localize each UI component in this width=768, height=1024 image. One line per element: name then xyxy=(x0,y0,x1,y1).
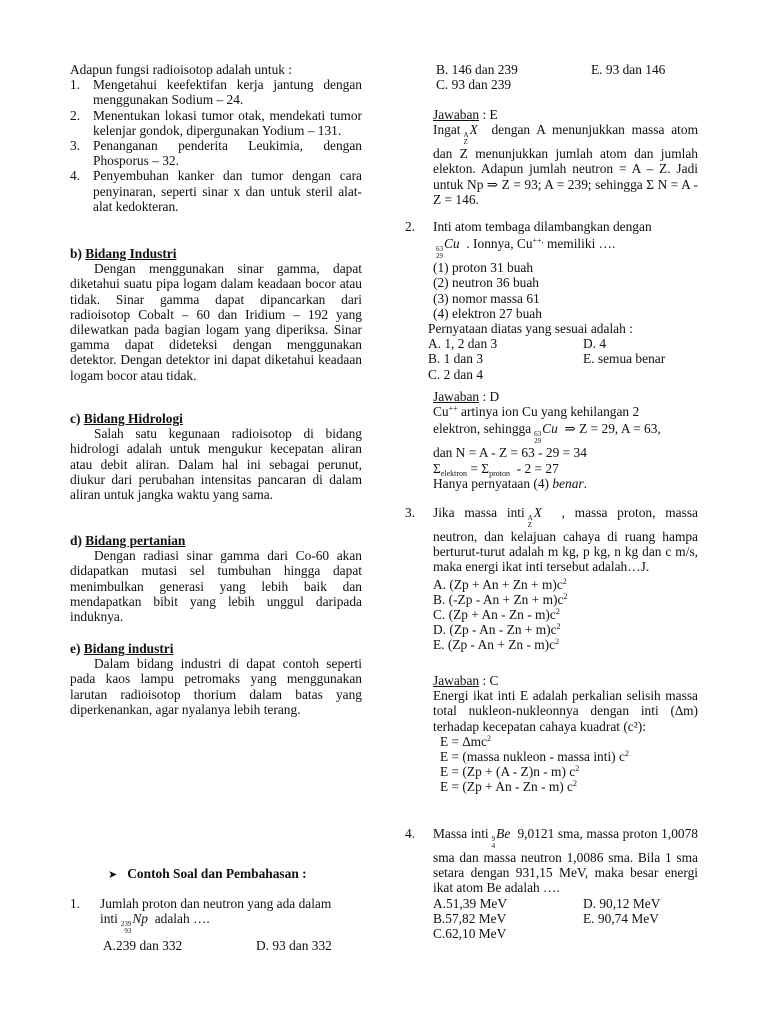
question-text: Jika massa inti A Z X , massa proton, massa neutron, dan kelajuan cahaya di ruang hampa berturut-turut adalah m kg, p kg, n kg dan c m/s, maka energi ikat inti tersebut adalah…J. xyxy=(433,505,698,575)
item-text: Penyembuhan kanker dan tumor dengan cara penyinaran, seperti sinar x dan untuk steril alat-alat kedokteran. xyxy=(93,168,362,214)
equation: E = (Zp + (A - Z)n - m) $c^2$ xyxy=(440,764,580,780)
option-b: B.57,82 MeV xyxy=(433,910,507,926)
option-d: D. 93 dan 332 xyxy=(256,938,332,954)
section-pertanian xyxy=(70,533,362,624)
answer-line: $\Sigma_{elektron} = \Sigma_{proton} - 2 = 27$ xyxy=(433,460,559,478)
answer-3 xyxy=(433,673,698,795)
section-body: Dengan radiasi sinar gamma dari Co-60 akan didapatkan mutasi sel tumbuhan hingga dapat menimbulkan generasi yang lebih baik dan mendapatkan bibit yang lebih unggul daripada induknya. xyxy=(70,548,362,625)
answer-1 xyxy=(433,107,698,207)
section-body: Salah satu kegunaan radioisotop di bidang hidrologi adalah untuk mengukur kecepatan aliran atau debit aliran. Dalam hal ini sebagai perunut, diukur dari perubahan intensitas pancaran di dalam aliran untuk jangka waktu yang sama. xyxy=(70,426,362,503)
item-number: 1. xyxy=(70,77,81,93)
question-text-2: 63 29 Cu . Ionnya, Cu++, memiliki …. xyxy=(436,236,616,261)
question-number: 3. xyxy=(405,505,416,520)
statement: (1) proton 31 buah xyxy=(433,260,534,276)
option-e: E. 90,74 MeV xyxy=(583,910,659,926)
equation: $E = \Delta mc^2$ xyxy=(440,733,491,749)
answer-label: Jawaban : C xyxy=(433,673,499,688)
option-a: A. 1, 2 dan 3 xyxy=(428,336,498,352)
answer-line: dan N = A - Z = 63 - 29 = 34 xyxy=(433,445,587,461)
option-a: A.239 dan 332 xyxy=(103,938,183,954)
option-e: E. $(Zp - An + Zn - m)c^2$ xyxy=(433,637,560,653)
options xyxy=(433,896,698,942)
option-c: C. 93 dan 239 xyxy=(436,77,512,93)
option-a: A.51,39 MeV xyxy=(433,895,508,911)
section-body: Dalam bidang industri di dapat contoh seperti pada kaos lampu petromaks yang menggunakan larutan radioisotop thorium dalam batas yang diperkenankan, agar nyalanya lebih terang. xyxy=(70,656,362,717)
question-text: Massa inti 9 4 Be 9,0121 sma, massa proton 1,0078 sma dan massa neutron 1,0086 sma. Bila 1 sma setara dengan 931,15 MeV, maka besar energi ikat atom Be adalah …. xyxy=(433,826,698,896)
contoh-heading: ➤ Contoh Soal dan Pembahasan : xyxy=(108,866,307,881)
equation: E = (Zp + An - Zn - m) $c^2$ xyxy=(440,779,577,795)
question-number: 4. xyxy=(405,826,416,841)
item-text: Menentukan lokasi tumor otak, mendekati tumor kelenjar gondok, dipergunakan Yodium – 131. xyxy=(93,107,362,138)
question-2 xyxy=(405,219,698,382)
question-text: Jumlah proton dan neutron yang ada dalam xyxy=(100,896,332,911)
option-c: C. 2 dan 4 xyxy=(428,366,484,382)
answer-text: Energi ikat inti E adalah perkalian selisih massa total nukleon-nukleonnya dengan inti (∆m) terhadap kecepatan cahaya kuadrat (c²): xyxy=(433,688,698,734)
options xyxy=(433,577,698,653)
radioisotope-uses xyxy=(70,62,362,214)
list-item xyxy=(70,77,362,107)
statement: (2) neutron 36 buah xyxy=(433,275,539,291)
question-3 xyxy=(405,505,698,653)
question-1 xyxy=(70,896,362,953)
question-4 xyxy=(405,826,698,941)
option-d: D. 4 xyxy=(583,336,607,352)
section-heading: e) Bidang industri xyxy=(70,641,174,656)
list-item xyxy=(70,108,362,138)
item-number: 2. xyxy=(70,107,81,123)
option-b: B. $(-Zp - An + Zn + m)c^2$ xyxy=(433,591,568,607)
option-e: E. semua benar xyxy=(583,351,666,367)
option-d: D. $(Zp - An - Zn + m)c^2$ xyxy=(433,622,561,638)
answer-line: Hanya pernyataan (4) benar. xyxy=(433,475,587,491)
equation: E = (massa nukleon - massa inti) $c^2$ xyxy=(440,749,629,765)
section-heading: c) Bidang Hidrologi xyxy=(70,411,183,426)
option-a: A. $(Zp + An + Zn + m)c^2$ xyxy=(433,576,567,592)
item-text: Penanganan penderita Leukimia, dengan Phosporus – 32. xyxy=(93,138,362,169)
statement: (3) nomor massa 61 xyxy=(433,290,540,306)
item-number: 3. xyxy=(70,138,81,154)
section-heading: d) Bidang pertanian xyxy=(70,533,186,548)
answer-line: elektron, sehingga 63 29 Cu ⇒ Z = 29, A = 63, xyxy=(433,421,661,446)
item-number: 4. xyxy=(70,168,81,184)
statement: (4) elektron 27 buah xyxy=(433,305,542,321)
item-text: Mengetahui keefektifan kerja jantung dengan menggunakan Sodium – 24. xyxy=(93,77,362,108)
intro-text: Adapun fungsi radioisotop adalah untuk : xyxy=(70,62,293,77)
option-e: E. 93 dan 146 xyxy=(591,62,666,77)
question-text: Inti atom tembaga dilambangkan dengan xyxy=(433,219,652,234)
question-prompt: Pernyataan diatas yang sesuai adalah : xyxy=(428,321,633,337)
answer-2 xyxy=(433,389,698,491)
section-heading: b) Bidang Industri xyxy=(70,246,177,261)
answer-text: Ingat A Z X dengan A menunjukkan massa atom dan Z menunjukkan jumlah atom dan jumlah elekton. Adapun jumlah neutron = A – Z. Jadi untuk Np ⇒ Z = 93; A = 239; sehingga Σ N = A - Z = 146. xyxy=(433,122,699,207)
option-c: C.62,10 MeV xyxy=(433,926,507,942)
section-body: Dengan menggunakan sinar gamma, dapat diketahui suatu pipa logam dalam keadaan bocor atau tidak. Sinar gamma dapat dipancarkan dari radioisotop Cobalt – 60 dan Iridium – 192 yang dilewatkan pada bagian logam yang diperiksa. Sinar gamma dapat dideteksi dengan menggunakan detektor. Dengan detektor ini dapat diketahui keadaan logam bocor atau tidak. xyxy=(70,261,362,383)
q1-options-cont xyxy=(436,62,701,92)
section-industri xyxy=(70,246,362,383)
option-d: D. 90,12 MeV xyxy=(583,895,661,911)
question-text-2: inti 239 93 Np adalah …. xyxy=(100,911,210,936)
option-c: C. $(Zp + An - Zn - m)c^2$ xyxy=(433,607,560,623)
answer-line: Cu++ artinya ion Cu yang kehilangan 2 xyxy=(433,404,640,420)
section-hidrologi xyxy=(70,411,362,502)
list-item xyxy=(70,138,362,168)
answer-label: Jawaban : D xyxy=(433,389,500,404)
option-b: B. 1 dan 3 xyxy=(428,351,484,367)
arrow-bullet-icon: ➤ xyxy=(108,869,118,881)
answer-label: Jawaban : E xyxy=(433,107,498,122)
section-industri-2 xyxy=(70,641,362,717)
option-b: B. 146 dan 239 xyxy=(436,62,518,77)
list-item xyxy=(70,168,362,214)
question-number: 1. xyxy=(70,896,81,911)
question-number: 2. xyxy=(405,219,416,234)
